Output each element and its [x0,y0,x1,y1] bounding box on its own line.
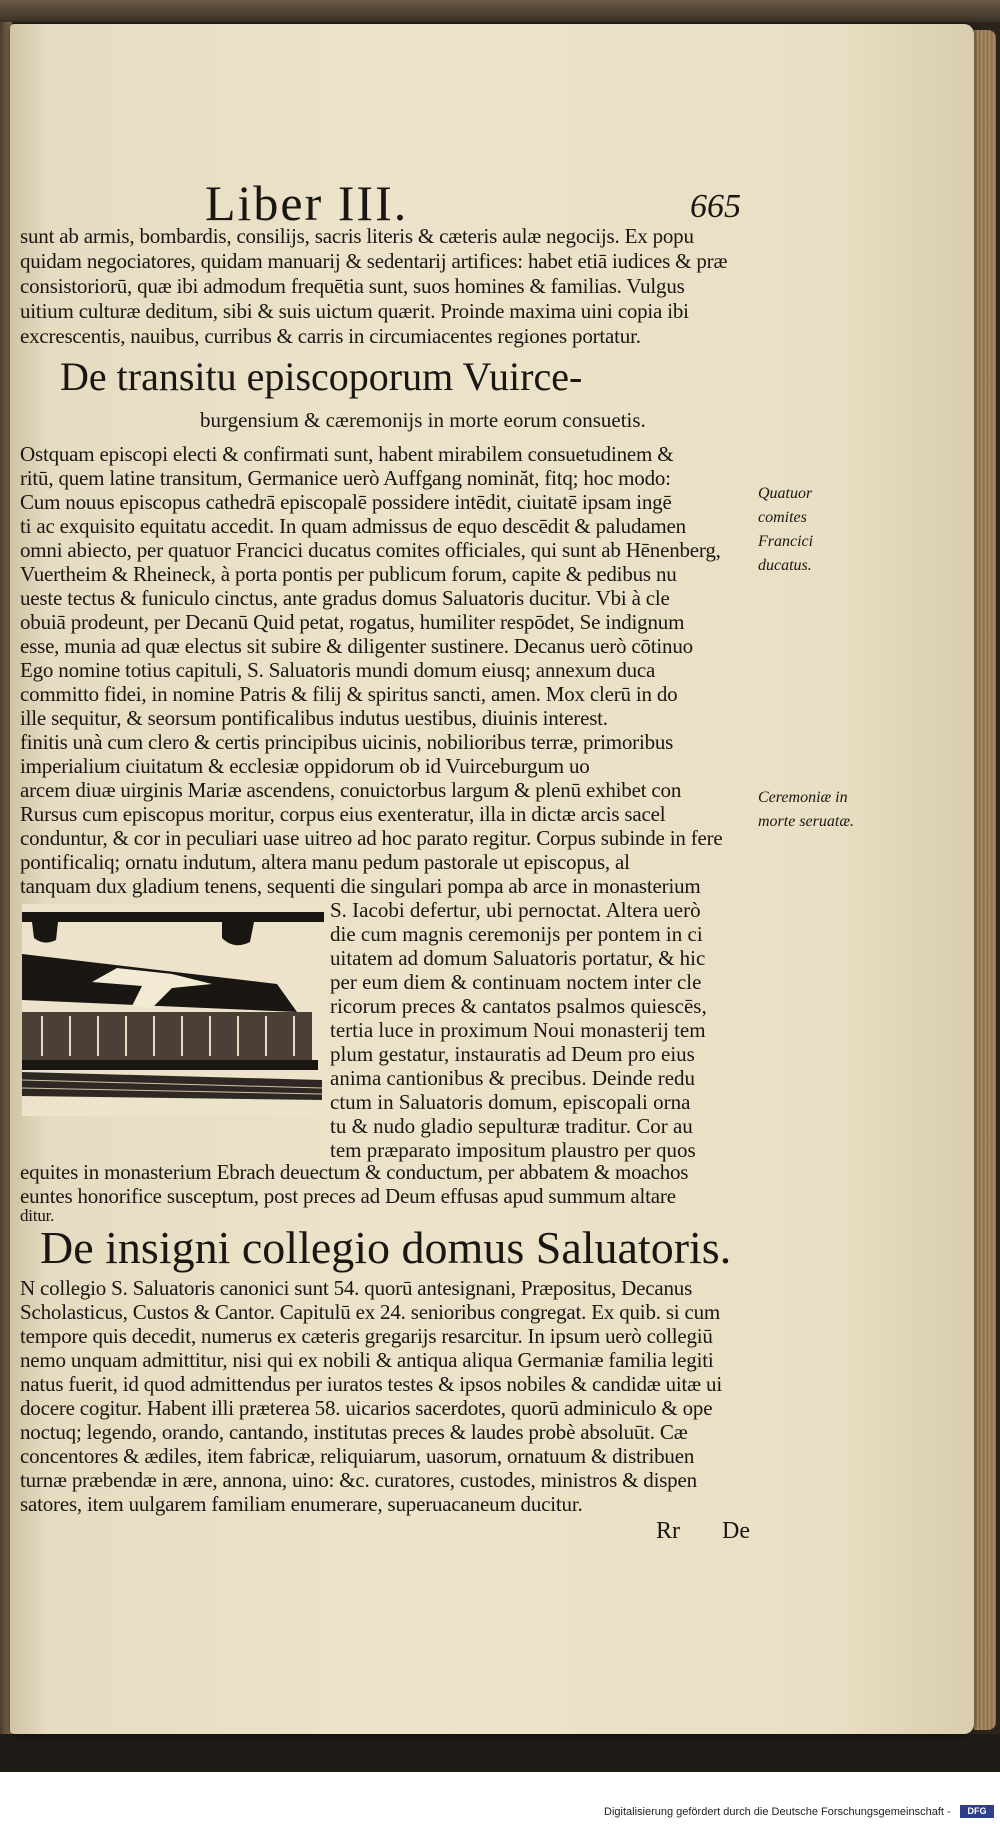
digitization-credit: Digitalisierung gefördert durch die Deutsche Forschungsgemeinschaft - [604,1806,951,1818]
text-line: plum gestatur, instauratis ad Deum pro eius [330,1042,695,1066]
scan-bottom-band [0,1734,1000,1772]
text-line: ueste tectus & funiculo cinctus, ante gradus domus Saluatoris ducitur. Vbi à cle [20,586,670,610]
text-line: equites in monasterium Ebrach deuectum & conductum, per abbatem & moachos [20,1160,689,1184]
text-line: ctum in Saluatoris domum, episcopali orna [330,1090,691,1114]
text-line: Rursus cum episcopus moritur, corpus eius exenteratur, illa in dictæ arcis sacel [20,802,666,826]
text-line: imperialium ciuitatum & ecclesiæ oppidorum ob id Vuirceburgum uo [20,754,590,778]
book-page [10,24,974,1734]
running-title: Liber III. [205,175,409,231]
text-line: turnæ præbendæ in ære, annona, uino: &c. curatores, custodes, ministros & dispen [20,1468,697,1492]
signature-mark: Rr [656,1518,680,1544]
text-line: omni abiecto, per quatuor Francici ducatus comites officiales, qui sunt ab Hēnenberg, [20,538,721,562]
section-subheading-transit: burgensium & cæremonijs in morte eorum consuetis. [200,408,646,432]
text-line: ricorum preces & cantatos psalmos quiescēs, [330,994,707,1018]
text-line: die cum magnis ceremonijs per pontem in ci [330,922,703,946]
text-line: pontificaliq; ornatu indutum, altera manu pedum pastorale ut episcopus, al [20,850,630,874]
text-line: ritū, quem latine transitum, Germanice uerò Auffgang nominăt, fitq; hoc modo: [20,466,671,490]
text-line: quidam negociatores, quidam manuarij & sedentarij artifices: habet etiā iudices & præ [20,249,728,273]
text-line: committo fidei, in nomine Patris & filij & spiritus sancti, amen. Mox clerū in do [20,682,678,706]
book-top-edge [0,0,1000,22]
text-line: tem præparato impositum plaustro per quos [330,1138,696,1162]
text-line: natus fuerit, id quod admittendus per iuratos testes & ipsos nobiles & candidæ uitæ ui [20,1372,722,1396]
text-line: conduntur, & cor in peculiari uase uitreo ad hoc parato regitur. Corpus subinde in fere [20,826,723,850]
text-line: ti ac exquisito equitatu accedit. In quam admissus de equo descēdit & paludamen [20,514,686,538]
text-line: concentores & ædiles, item fabricæ, reliquiarum, uasorum, ornatuum & distribuen [20,1444,695,1468]
text-line: satores, item uulgarem familiam enumerare, superuacaneum ducitur. [20,1492,583,1516]
text-line: tertia luce in proximum Noui monasterij tem [330,1018,706,1042]
dfg-logo: DFG [960,1805,994,1818]
page-stack-edge [974,30,996,1730]
text-line: finitis unà cum clero & certis principibus uicinis, nobilioribus terræ, primoribus [20,730,674,754]
woodcut-illustration [22,904,324,1116]
text-line: ditur. [20,1206,55,1225]
text-line: nemo unquam admittitur, nisi qui ex nobili & antiqua aliqua Germaniæ familia legiti [20,1348,714,1372]
text-line: tu & nudo gladio sepulturæ traditur. Cor au [330,1114,693,1138]
text-line: S. Iacobi defertur, ubi pernoctat. Altera uerò [330,898,701,922]
text-line: N collegio S. Saluatoris canonici sunt 54. quorū antesignani, Præpositus, Decanus [20,1276,693,1300]
text-line: noctuq; legendo, orando, cantando, institutas preces & laudes probè absoluūt. Cæ [20,1420,688,1444]
text-line: obuiā prodeunt, per Decanū Quid petat, rogatus, humiliter respōdet, Se indignum [20,610,685,634]
section-heading-collegio: De insigni collegio domus Saluatoris. [40,1222,732,1273]
margin-note-comites: Quatuor comites Francici ducatus. [758,485,814,574]
page-number: 665 [690,188,741,225]
text-line: esse, munia ad quæ electus sit subire & diligenter sustinere. Decanus uerò cōtinuo [20,634,693,658]
text-line: uitium culturæ deditum, sibi & suis uictum quærit. Proinde maxima uini copia ibi [20,299,689,323]
text-line: Vuertheim & Rheineck, à porta pontis per publicum forum, capite & pedibus nu [20,562,677,586]
text-line: Ego nomine totius capituli, S. Saluatoris mundi domum eiusq; annexum duca [20,658,656,682]
text-line: Cum nouus episcopus cathedrā episcopalē possidere intēdit, ciuitatē ipsam ingē [20,490,672,514]
text-line: ille sequitur, & seorsum pontificalibus indutus uestibus, diuinis interest. [20,706,608,730]
text-line: tempore quis decedit, numerus ex cæteris gregarijs resarcitur. In ipsum uerò collegiū [20,1324,713,1348]
text-line: docere cogitur. Habent illi præterea 58. uicarios sacerdotes, quorū adminiculo & ope [20,1396,713,1420]
section-heading-transit: De transitu episcoporum Vuirce- [60,354,583,399]
text-line: per eum diem & continuam noctem inter cle [330,970,702,994]
text-line: Scholasticus, Custos & Cantor. Capitulū ex 24. senioribus congregat. Ex quib. si cum [20,1300,721,1324]
text-line: arcem diuæ uirginis Mariæ ascendens, conuictorbus largum & plenū exhibet con [20,778,682,802]
margin-note-ceremoniae: Ceremoniæ in morte seruatæ. [758,789,854,830]
text-line: anima cantionibus & precibus. Deinde redu [330,1066,696,1090]
text-line: consistoriorū, quæ ibi admodum frequētia sunt, suos homines & familias. Vulgus [20,274,685,298]
text-line: excrescentis, nauibus, curribus & carris in circumiacentes regiones portatur. [20,324,641,348]
text-line: tanquam dux gladium tenens, sequenti die singulari pompa ab arce in monasterium [20,874,701,898]
catchword: De [722,1518,750,1544]
text-line: Ostquam episcopi electi & confirmati sunt, habent mirabilem consuetudinem & [20,442,674,466]
text-line: uitatem ad domum Saluatoris portatur, & hic [330,946,706,970]
text-line: sunt ab armis, bombardis, consilijs, sacris literis & cæteris aulæ negocijs. Ex popu [20,224,694,248]
text-line: euntes honorifice susceptum, post preces ad Deum effusas apud summum altare [20,1184,676,1208]
